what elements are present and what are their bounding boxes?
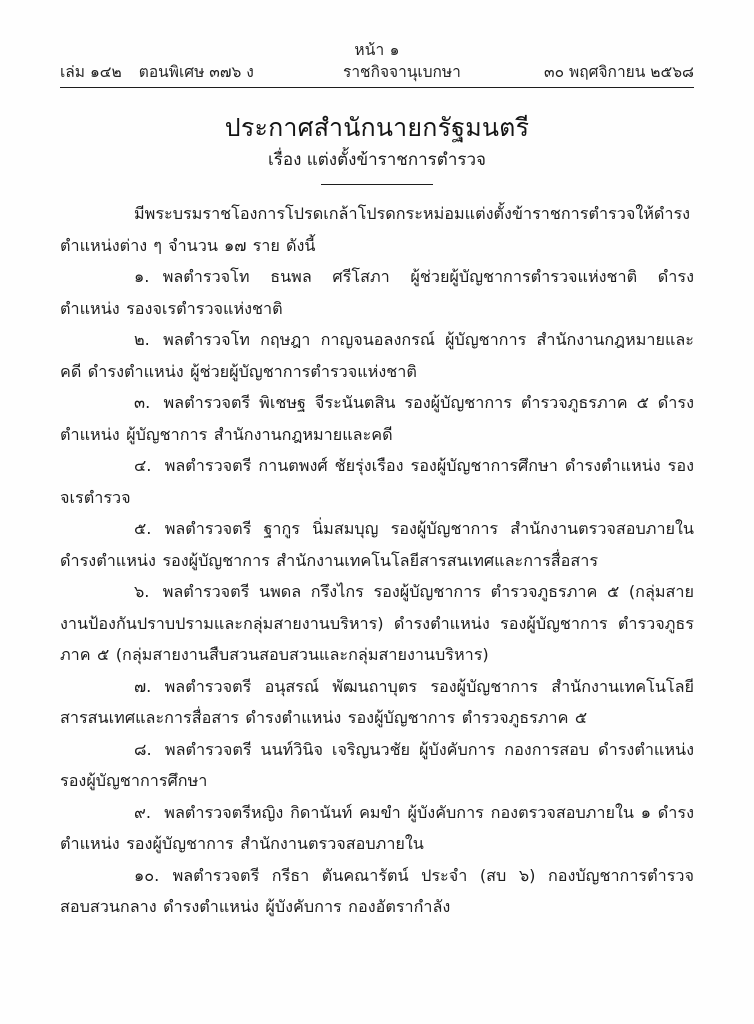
entry-text: พลตำรวจตรี ฐากูร นิ่มสมบุญ รองผู้บัญชาการ สำนักงานตรวจสอบภายใน ดำรงตำแหน่ง รองผู้บัญชาการ สำนักงานเทคโนโลยีสารสนเทศและการสื่อสาร	[60, 519, 694, 570]
entry-number: ๓.	[134, 393, 151, 412]
intro-paragraph: มีพระบรมราชโองการโปรดเกล้าโปรดกระหม่อมแต่งตั้งข้าราชการตำรวจให้ดำรงตำแหน่งต่าง ๆ จำนวน ๑๗ ราย ดังนี้	[60, 204, 691, 255]
entry-text: พลตำรวจโท ธนพล ศรีโสภา ผู้ช่วยผู้บัญชาการตำรวจแห่งชาติ ดำรงตำแหน่ง รองจเรตำรวจแห่งชาติ	[60, 267, 694, 318]
entry-text: พลตำรวจตรีหญิง กิดานันท์ คมขำ ผู้บังคับการ กองตรวจสอบภายใน ๑ ดำรงตำแหน่ง รองผู้บัญชาการ สำนักงานตรวจสอบภายใน	[60, 802, 694, 853]
document-subject: เรื่อง แต่งตั้งข้าราชการตำรวจ	[267, 149, 487, 170]
page-number-label: หน้า ๑	[354, 41, 400, 59]
entry-text: พลตำรวจตรี นพดล กรึงไกร รองผู้บัญชาการ ตำรวจภูธรภาค ๕ (กลุ่มสายงานป้องกันปราบปรามและกลุ่มสายงานบริหาร) ดำรงตำแหน่ง รองผู้บัญชาการ ตำรวจภูธรภาค ๕ (กลุ่มสายงานสืบสวนสอบสวนและกลุ่มสายงานบริหาร)	[60, 582, 694, 664]
entry-text: พลตำรวจตรี นนท์วินิจ เจริญนวชัย ผู้บังคับการ กองการสอบ ดำรงตำแหน่ง รองผู้บัญชาการศึกษา	[60, 739, 694, 790]
entry-text: พลตำรวจตรี พิเชษฐ จีระนันตสิน รองผู้บัญชาการ ตำรวจภูธรภาค ๕ ดำรงตำแหน่ง ผู้บัญชาการ สำนักงานกฎหมายและคดี	[60, 393, 694, 444]
masthead-gazette-name: ราชกิจจานุเบกษา	[343, 62, 461, 81]
entry-text: พลตำรวจโท กฤษฎา กาญจนอลงกรณ์ ผู้บัญชาการ สำนักงานกฎหมายและคดี ดำรงตำแหน่ง ผู้ช่วยผู้บัญชาการตำรวจแห่งชาติ	[60, 330, 694, 381]
entry-number: ๙.	[134, 802, 152, 822]
appointment-entry	[60, 860, 694, 923]
entry-text: พลตำรวจตรี อนุสรณ์ พัฒนถาบุตร รองผู้บัญชาการ สำนักงานเทคโนโลยีสารสนเทศและการสื่อสาร ดำรงตำแหน่ง รองผู้บัญชาการ ตำรวจภูธรภาค ๕	[60, 676, 694, 727]
appointment-entry	[60, 261, 694, 324]
entry-text: พลตำรวจตรี กรีธา ตันคณารัตน์ ประจำ (สบ ๖) กองบัญชาการตำรวจสอบสวนกลาง ดำรงตำแหน่ง ผู้บังคับการ กองอัตรากำลัง	[60, 865, 694, 916]
title-block	[60, 112, 694, 185]
appointment-entry	[60, 513, 694, 576]
masthead-row	[60, 61, 694, 86]
appointment-entry	[60, 797, 694, 860]
entry-number: ๘.	[134, 739, 152, 759]
document-body	[60, 198, 694, 923]
entry-text: พลตำรวจตรี กานตพงศ์ ชัยรุ่งเรือง รองผู้บัญชาการศึกษา ดำรงตำแหน่ง รองจเรตำรวจ	[60, 456, 694, 507]
appointment-entry	[60, 734, 694, 797]
entry-number: ๕.	[134, 519, 152, 538]
masthead-date: ๓๐ พฤศจิกายน ๒๕๖๘	[544, 62, 694, 81]
appointment-entry	[60, 324, 694, 387]
title-divider	[321, 184, 433, 185]
appointment-entry	[60, 387, 694, 450]
entry-number: ๖.	[134, 582, 150, 601]
entry-number: ๒.	[134, 330, 150, 349]
appointment-entry	[60, 671, 694, 734]
entry-number: ๑.	[134, 267, 150, 286]
masthead-divider	[60, 87, 694, 88]
masthead-volume: เล่ม ๑๔๒	[60, 62, 122, 81]
entry-number: ๗.	[134, 676, 152, 696]
page-masthead	[60, 40, 694, 88]
masthead-volume-issue	[60, 61, 254, 84]
appointment-entry	[60, 450, 694, 513]
masthead-issue: ตอนพิเศษ ๓๗๖ ง	[138, 62, 254, 81]
appointment-entry	[60, 576, 694, 671]
entry-number: ๑๐.	[134, 865, 160, 885]
entry-number: ๔.	[134, 456, 152, 475]
document-title: ประกาศสำนักนายกรัฐมนตรี	[224, 113, 530, 142]
